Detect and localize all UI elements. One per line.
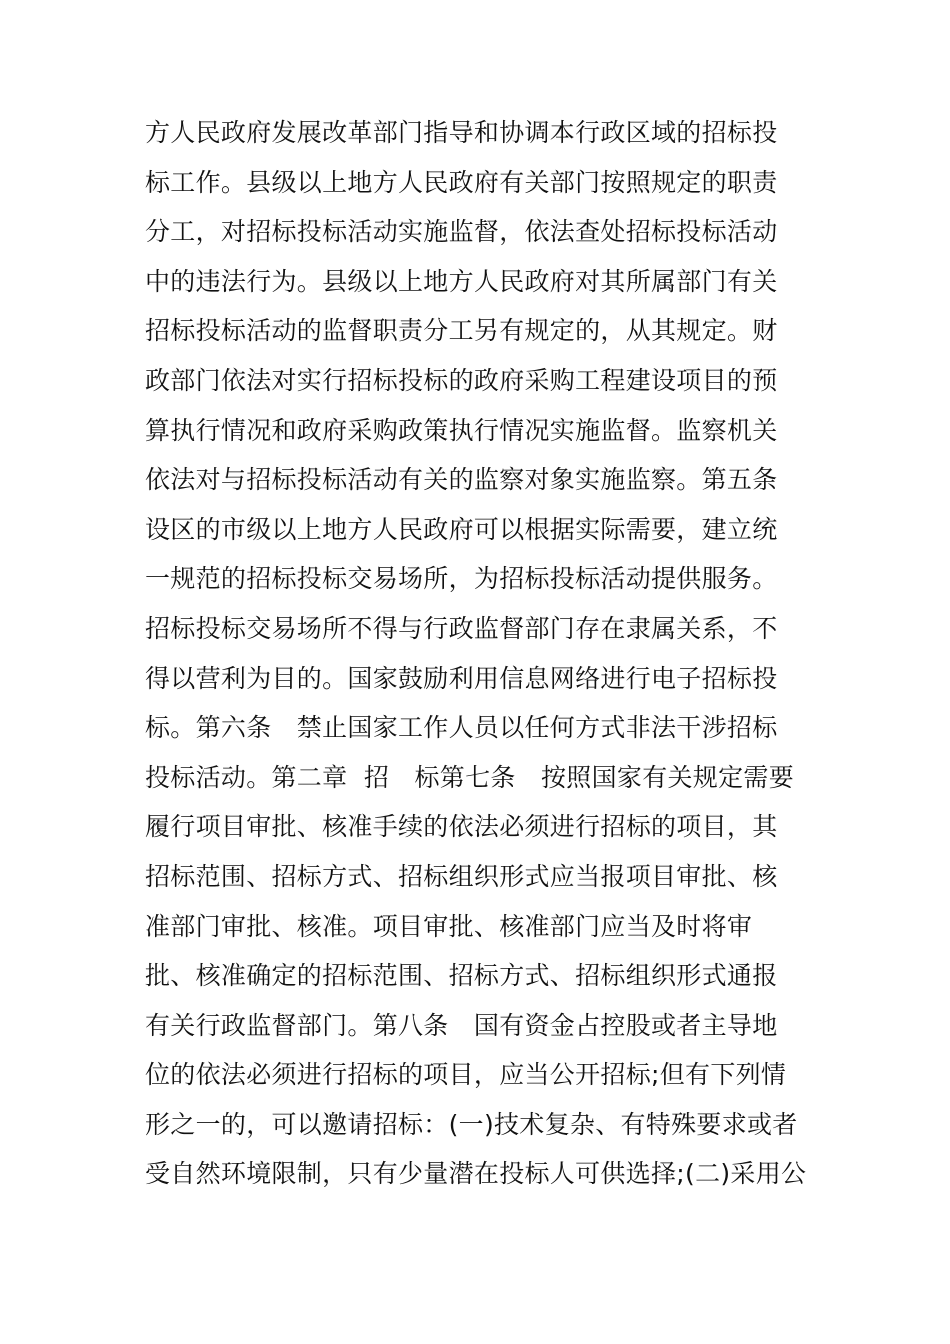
- text-line-21: 形之一的，可以邀请招标：(一)技术复杂、有特殊要求或者: [145, 1109, 798, 1139]
- text-line-18: 批、核准确定的招标范围、招标方式、招标组织形式通报: [145, 961, 778, 991]
- text-line-16: 招标范围、招标方式、招标组织形式应当报项目审批、核: [145, 861, 778, 891]
- text-line-22: 受自然环境限制，只有少量潜在投标人可供选择;(二)采用公: [145, 1159, 807, 1189]
- text-line-14: 投标活动。第二章 招 标第七条 按照国家有关规定需要: [145, 762, 794, 792]
- text-line-3: 分工，对招标投标活动实施监督，依法查处招标投标活动: [145, 217, 778, 247]
- text-line-4: 中的违法行为。县级以上地方人民政府对其所属部门有关: [145, 266, 778, 296]
- text-line-5: 招标投标活动的监督职责分工另有规定的，从其规定。财: [145, 316, 778, 346]
- text-line-15: 履行项目审批、核准手续的依法必须进行招标的项目，其: [145, 812, 778, 842]
- text-line-10: 一规范的招标投标交易场所，为招标投标活动提供服务。: [145, 564, 778, 594]
- text-line-9: 设区的市级以上地方人民政府可以根据实际需要，建立统: [145, 514, 778, 544]
- text-line-12: 得以营利为目的。国家鼓励利用信息网络进行电子招标投: [145, 663, 778, 693]
- text-line-8: 依法对与招标投标活动有关的监察对象实施监察。第五条: [145, 465, 778, 495]
- text-line-11: 招标投标交易场所不得与行政监督部门存在隶属关系，不: [145, 613, 778, 643]
- text-line-2: 标工作。县级以上地方人民政府有关部门按照规定的职责: [145, 167, 778, 197]
- text-line-13: 标。第六条 禁止国家工作人员以任何方式非法干涉招标: [145, 713, 778, 743]
- text-line-17: 准部门审批、核准。项目审批、核准部门应当及时将审: [145, 911, 753, 941]
- text-line-1: 方人民政府发展改革部门指导和协调本行政区域的招标投: [145, 118, 778, 147]
- text-line-7: 算执行情况和政府采购政策执行情况实施监督。监察机关: [145, 415, 778, 445]
- text-line-6: 政部门依法对实行招标投标的政府采购工程建设项目的预: [145, 365, 778, 395]
- text-line-20: 位的依法必须进行招标的项目，应当公开招标;但有下列情: [145, 1060, 787, 1090]
- body-text: [145, 108, 825, 1199]
- text-line-19: 有关行政监督部门。第八条 国有资金占控股或者主导地: [145, 1010, 778, 1040]
